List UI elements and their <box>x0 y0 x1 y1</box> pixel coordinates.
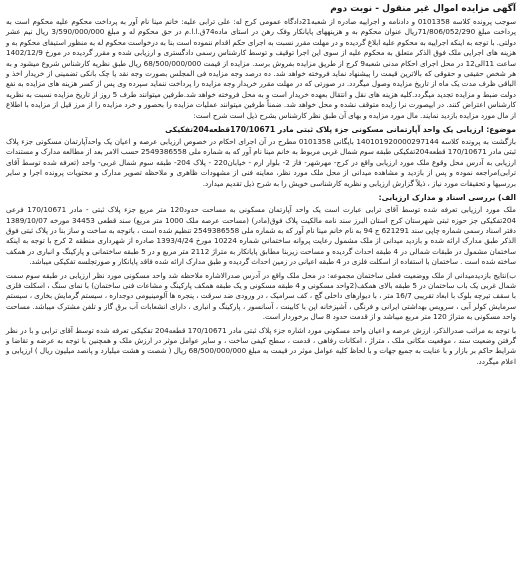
paragraph-c: با توجه به مراتب صدرالذکر، ارزش عرصه و اعیان واحد مسکونی مورد اشاره جزء پلاک ثبتی مادر 170/10671 قطعه204 تفکیکی تعرفه شده توسط آقای ترابی و با در نظر گرفتن وضعیت سند ، موقعیت مکانی ملک ، متراژ ، امکانات رفاهی ، قدمت ، سطح کیفی ساخت ، و سایر عوامل موثر در ارزش ملک و همچنین با توجه به عرضه و تقاضا و شرایط حاکم بر بازار و با عنایت به جمیع جهات و با لحاظ کلیه عوامل موثر در قیمت به مبلغ 68/500/000/000 ریال ( شصت و هشت میلیارد و پانصد میلیون ریال ) ارزیابی و اعلام میگردد. <box>6 325 516 366</box>
paragraph-b: ب)نتایج بازدیدمیدانی از ملک ووضعیت فعلی ساختمان مجموعه: در محل ملک واقع در آدرس صدرالاشاره ملاحظه شد واحد مسکونی مورد نظر ارزیابی در طبقه سوم سمت شمال غربی یک باب ساختمان در 5 طبقه بالای همکف(2واحد مسکونی و 4 طبقه مسکونی و یک طبقه همکف پارکینگ و مشاعات فنی ساختمان) با نمای سنگ ، اسکلت فلزی با سقف تیرچه بلوک با ابعاد تقریبی 16/7 متر ، با دیوارهای داخلی گچ ، کف سرامیک ، در ورودی ضد سرقت ، پنجره ها آلومینیومی دوجداره ، سیستم گرمایش بخاری ، سیستم سرمایش کولر آبی ، سرویس بهداشتی ایرانی و فرنگی ، آشپزخانه اپن با کابینت ، آسانسور ، پارکینگ و انباری ، دارای انشعابات آب برق گاز و تلفن مشترک میباشد. مساحت واحد مسکونی به متراژ 120 متر مربع میباشد و از قدمت حدود 8 سال برخوردار است. <box>6 270 516 322</box>
notice-title: آگهی مزایده اموال غیر منقول - نوبت دوم <box>330 4 516 14</box>
paragraph-a: ملک مورد ارزیابی تعرفه شده توسط آقای ترابی عبارت است یک واحد آپارتمان مسکونی به مساحت حدود120 متر مربع جزء پلاک ثبتی - مادر 170/10671 فرعی 204تفکیکی جز حوزه ثبتی شهرستان کرج استان البرز سند نامه مالکیت پلاک فوق(مادر) (مساحت عرصه ملک 1000 متر مربع) سند قطعی 34453 مورخه 1389/10/07 دفتر اسناد رسمی شماره چاپی سند 621291 ج 94 به نام خانم مینا نام آور که به شماره ملی 2549386558 تنظیم شده است ، باتوجه به ساخت و ساز بنا در پلاک ثبتی فوق الذکر طبق مدارک ارائه شده و بازدید میدانی از ملک مشمول رعایت پروانه ساختمانی شماره 10224 مورخ 1393/4/24 صادره از شهرداری منطقه 2 کرج با توجه به اینکه ساختمان مشمول در طبقات شمالی در 4 طبقه احداث گردیده و مساحت زیربنا مطابق پایانکار به متراژ 2112 متر مربع و در 5 طبقه ساختمانی و پارکینگ و انباری در همکف ساخته شده است . ساختمان با استفاده از اسکلت فلزی در 4 طبقه اعیانی در زمین احداث گردیده و طبق مدارک ارائه شده فاقد پایانکار و صورتجلسه تفکیکی میباشد. <box>6 205 517 267</box>
subject-heading: موضوع: ارزیابی یک واحد آپارتمانی مسکونی جزء پلاک ثبتی مادر 170/10671قطعه204تفکیکی <box>165 125 516 135</box>
paragraph-file: بازگشت به پرونده کلاسه 140101920000297144 بایگانی 0101358 مطرح در آن اجرای احکام در خصوص ارزیابی عرصه و اعیان یک واحدآپارتمان مسکونی جزء پلاک ثبتی مادر 170/10671 قطعه204تفکیکی طبقه سوم شمال غربی مربوط به خانم مینا نام آور که به شماره ملی 2549386558 حسب الامر بعد از مطالعه مدارک و مستندات ارزیابی به آدرس محل وقوع ملک مورد ارزیابی واقع در کرج- مهرشهر- فاز 2- بلوار ارم - خیابان220 - پلاک 204- طبقه سوم شمال غربی- واحد (تعرفه شده توسط آقای ترابی)مراجعه نموده و پس از بازدید و مشاهده میدانی از محل ملک مورد نظر، معاینه فنی از مشهودات ظاهری و ملاحظه تصویر مدارک و محتویات پرونده اجرا و سایر بررسیها و تحقیقات مورد نیاز ، ذیلاً گزارش ارزیابی و نظریه کارشناسی خویش را به شرح ذیل تقدیم میدارد. <box>6 137 517 188</box>
section-a-heading: الف) بررسی اسناد و مدارک ارزیابی: <box>378 193 516 203</box>
notice-intro: سوجب پرونده کلاسه 0101358 و دادنامه و اجراییه صادره از شعبه21دادگاه عمومی کرج له: علی ترابی علیه: خانم مینا نام آور به پرداخت محکوم علیه محکوم است به پرداخت مبلغ 71/806/052/290ریال عنوان محکوم به و هزینههای پایانکار وفک رهن در استای ماده74ق.ا.ا.م در حق محکوم له و مبلغ 3/590/000/000 ریال نیم عشر دولتی. با توجه به اینکه اجراییه به محکوم علیه ابلاغ گردیده و در مهلت مقرر نسبت به اجرای حکم اقدام ننموده است بنا به درخواست محکوم له به منظور استیفای محکوم به و هزینه های اجرایی ملک فوق الذکر متعلق به محکوم علیه از سوی این اجرا توقیف و توسط کارشناس رسمی دادگستری و ارزیابی شده و مقرر گردیده در مورخ 1402/12/9 ساعت 11الی12 در محل اجرای احکام مدنی شعبه9 کرج از طریق مزایده بفروش برسد. مزایده از قیمت 68/500/000/000 ریال طبق نظریه کارشناس شروع میشود و به هر شخص حقیقی و حقوقی که بالاترین قیمت را پیشنهاد نماید فروخته خواهد شد. ده درصد وجه مزایده فی المجلس بصورت وجه نقد یا چک بانکی تضمینی از خریدار اخذ و الباقی ظرف مدت یک ماه از تاریخ مزایده وصول میگردد. در صورتی که در مهلت مقرر خریدار وجه مزایده را پرداخت ننماید سپرده وی پس از کسر هزینه های مزایده به نفع دولت ضبط و مزایده تجدید میگردد.کلیه هزینه های نقل و انتقال بعهده خریدار است و به محل فروخته خواهد شد.طرفین میتوانند طرف 5 روز از تاریخ مزایده نسبت به نظریه کارشناس اعتراض کنند. در ایپصورت نرا زایده متوقف نشده و محل خواهد شد. ضمناً طرفین میتوانند عملیات مزایده را بحصور و خرد مزایده را از مرز قیل از مزایده با اطلاع از مال مورد مزایده بازدید نمایند. مال مورد مزایده و بهای آن طبق نظر کارشناس بشرح ذیل است شرح است: <box>6 17 516 120</box>
